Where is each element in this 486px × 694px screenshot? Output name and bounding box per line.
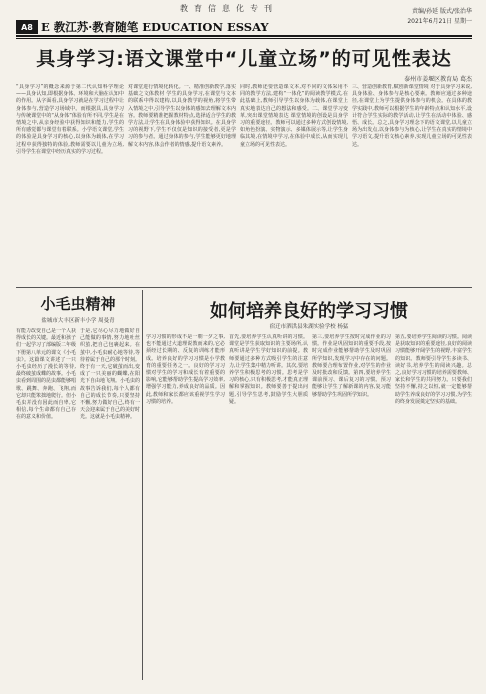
article1-column-3: 同时,教师还要营造课文本,对不同的文体采用不同的教学方法,建构“一体化”的阅读教学模式,在此基础上,教师引导学生以身体为载体,在课堂上真实地表达自己的想法和感受。二、课堂学习变革,突出课堂情境表达 课堂情境的创设是具身学习的重要途径。教师可以通过多种方式创设情境,如角色扮演、实物演示、多媒体展示等,让学生身临其境,在情境中学习,在体验中成长,从而实现儿童立场的可见性表达。 xyxy=(240,84,348,148)
article3-title: 如何培养良好的学习习惯 xyxy=(210,301,408,322)
article2-byline: 盐城市大丰区新丰小学 周曼青 xyxy=(41,318,115,324)
article1-byline: 泰州市姜堰区教育局 葛杰 xyxy=(404,76,472,83)
article1-column-2: 对课堂进行情境化转化。一、精准创新教学,落实基础之文体教材 学生的具身学习,在课堂与文本的联系中得以建构,以具身教学的视角,将学生带入情境之中,引导学生以身体的感知去理解文本内容。教师要精准把握教材特点,选择适合学生的教学方法,让学生在具身体验中获得知识。在具身学习的视野下,学生不仅仅是知识的接受者,更是学习的参与者。通过身体的参与,学生能够更好地理解文本内容,体会作者的情感,提升语文素养。 xyxy=(128,84,236,148)
column-divider xyxy=(142,290,143,680)
masthead-brand: E 教江苏·教育随笔 EDUCATION ESSAY xyxy=(41,20,269,34)
header-rule-thin xyxy=(16,38,472,39)
article1-column-4: 三、营造创新教育,赋创新课堂情境 对于具身学习来说,具身体验、身体参与是核心要素。教师应通过多种途径,在课堂上为学生提供身体参与的机会。在具体的教学实践中,教师可以根据学生的年龄特点和认知水平,设计符合学生实际的教学活动,让学生在活动中体验、感悟、成长。总之,具身学习理念下的语文课堂,以儿童立场为出发点,以身体参与为核心,让学生在真实的情境中学习语文,提升语文核心素养,实现儿童立场的可见性表达。 xyxy=(352,84,472,148)
article2-column-2: 于是,它尽心尽力地做好自己能做的事情,努力地吐丝织茧,把自己包裹起来。在茧中,小毛虫耐心地等待,等待着属于自己的那个时刻。终于有一天,它破茧而出,变成了一只美丽的蝴蝶,在阳光下自由地飞翔。小毛虫的故事告诉我们,每个人都有自己的成长节奏,只要坚持不懈,努力做好自己,终有一天会迎来属于自己的美好时光。这就是小毛虫精神。 xyxy=(80,328,140,421)
article3-byline: 宿迁市泗洪县朱湖实验学校 杨猛 xyxy=(269,324,349,330)
section-divider xyxy=(16,287,472,288)
article1-column-1: “具身学习”的概念来源于第二代认知科学理论——具身认知,即根据身体、环境和大脑在认知中的作用。从字面看,具身学习就是在学习过程中让身体参与,营造学习场域中。而根据具,具身学习与传统课堂中的“从身体”体验有所不同,学生是在情境之中,从亲身经验中获得知识和能力,学生的所有感觉都与课堂有着联系。小学语文课堂,学生的体验是具身学习的核心,以身体为载体,在学习过程中获得独特的体验,教师需要以儿童为立场,引导学生在课堂中经历真实的学习过程。 xyxy=(16,84,124,155)
issue-date: 2021年6月21日 星期一 xyxy=(407,18,472,25)
article2-column-1: 有能力改变自己是一个人获得成长的关键。最近和孩子们一起学习了部编版二年级下册第八单元的课文《小毛虫》。这篇课文讲述了一只小毛虫经历了漫长的等待,最终破茧成蝶的故事。小毛虫看到周围的昆虫都能够唱歌、跳舞、奔跑、飞翔,而它却只能笨拙地爬行。但小毛虫并没有因此而自卑,它相信,每个生命都有自己存在的意义和价值。 xyxy=(16,328,76,421)
editor-credits: 责编/孙延 版式/张治华 xyxy=(412,8,472,15)
article1-title: 具身学习:语文课堂中“儿童立场”的可见性表达 xyxy=(36,48,452,70)
section-banner: 教育信息化专刊 xyxy=(180,4,278,13)
article3-column-4: 第五,要培养学生阅读的习惯。阅读是获取知识的重要途径,良好的阅读习惯能够开阔学生的视野,丰富学生的知识。教师要引导学生多读书、读好书,培养学生的阅读兴趣。总之,良好学习习惯的培养需要教师、家长和学生的共同努力。只要我们坚持不懈,持之以恒,就一定能够帮助学生养成良好的学习习惯,为学生的终身发展奠定坚实的基础。 xyxy=(395,334,472,405)
page-header xyxy=(0,0,486,38)
article3-column-1: 学习习惯的形成不是一朝一夕之事,也不能通过大道理说教而来的,它必须经过长期的、反复的训练才能形成。培养良好的学习习惯是小学教育的重要任务之一。良好的学习习惯对学生的学习和成长有着重要的影响,它能够帮助学生提高学习效率,增强学习能力,养成良好的品质。因此,教师和家长都应该重视学生学习习惯的培养。 xyxy=(146,334,225,405)
article3-column-3: 第三,要培养学生按时完成作业的习惯。作业是巩固知识的重要手段,按时完成作业能够帮助学生及时巩固所学知识,发现学习中存在的问题。教师要合理布置作业,对学生的作业及时批改和反馈。第四,要培养学生课前预习、课后复习的习惯。预习能够让学生了解新课的内容,复习能够帮助学生巩固所学知识。 xyxy=(312,334,391,398)
header-rule xyxy=(16,35,472,37)
article3-column-2: 首先,要培养学生认真听讲的习惯。课堂是学生获取知识的主要场所,认真听讲是学生学好知识的前提。教师要通过多种方式吸引学生的注意力,让学生集中精力听讲。其次,要培养学生积极思考的习惯。思考是学习的核心,只有积极思考,才能真正理解和掌握知识。教师要善于提出问题,引导学生思考,鼓励学生大胆质疑。 xyxy=(229,334,308,405)
page-number-badge: A8 xyxy=(16,20,38,34)
article2-title: 小毛虫精神 xyxy=(40,295,116,313)
